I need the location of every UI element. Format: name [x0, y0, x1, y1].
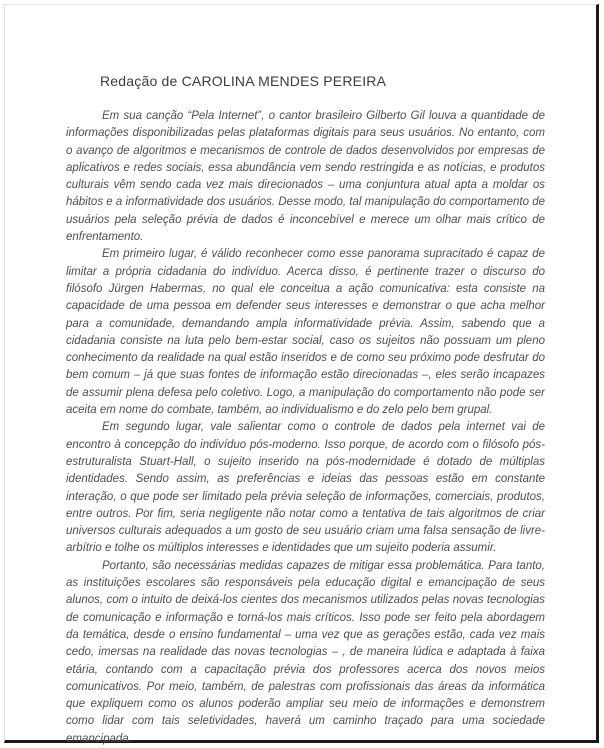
essay-body: [66, 108, 545, 748]
essay-paragraph-1: Em sua canção “Pela Internet”, o cantor brasileiro Gilberto Gil louva a quantidade de informações disponibilizadas pelas plataformas digitais para seus usuários. No entanto, com o avanço de algoritmos e mecanismos de controle de dados desenvolvidos por empresas de aplicativos e redes sociais, essa abundância vem sendo restringida e as notícias, e produtos culturais vêm sendo cada vez mais direcionados – uma conjuntura atual apta a moldar os hábitos e a informatividade dos usuários. Desse modo, tal manipulação do comportamento de usuários pela seleção prévia de dados é inconcebível e merece um olhar mais crítico de enfrentamento.: [66, 110, 545, 244]
essay-paragraph-4: Portanto, são necessárias medidas capazes de mitigar essa problemática. Para tanto, as instituições escolares são responsáveis pela educação digital e emancipação de seus alunos, com o intuito de deixá-los cientes dos mecanismos utilizados pelas novas tecnologias de comunicação e informação e torná-los mais críticos. Isso pode ser feito pela abordagem da temática, desde o ensino fundamental – uma vez que as gerações estão, cada vez mais cedo, imersas na realidade das novas tecnologias – , de maneira lúdica e adaptada à faixa etária, contando com a capacitação prévia dos professores acerca dos novos meios comunicativos. Por meio, também, de palestras com profissionais das áreas da informática que expliquem como os alunos poderão ampliar seu meio de informações e demonstrem como lidar com tais seletividades, haverá um caminho traçado para uma sociedade emancipada.: [66, 559, 545, 745]
essay-paragraph-3: Em segundo lugar, vale salientar como o controle de dados pela internet vai de encontro à concepção do indivíduo pós-moderno. Isso porque, de acordo com o filósofo pós-estruturalista Stuart-Hall, o sujeito inserido na pós-modernidade é dotado de múltiplas identidades. Sendo assim, as preferências e ideias das pessoas estão em constante interação, o que pode ser limitado pela prévia seleção de informações, comerciais, produtos, entre outros. Por fim, seria negligente não notar como a tentativa de tais algoritmos de criar universos culturais adequados a um gosto de seu usuário criam uma falsa sensação de livre-arbítrio e tolhe os múltiplos interesses e identidades que um sujeito poderia assumir.: [66, 421, 545, 555]
essay-paragraph-2: Em primeiro lugar, é válido reconhecer como esse panorama supracitado é capaz de limitar a própria cidadania do indivíduo. Acerca disso, é pertinente trazer o discurso do filósofo Jürgen Habermas, no qual ele conceitua a ação comunicativa: esta consiste na capacidade de uma pessoa em defender seus interesses e demonstrar o que acha melhor para a comunidade, demandando ampla informatividade prévia. Assim, sabendo que a cidadania consiste na luta pelo bem-estar social, caso os sujeitos não possuam um pleno conhecimento da realidade na qual estão inseridos e de como seu próximo pode desfrutar do bem comum – já que suas fontes de informação estão direcionadas –, eles serão incapazes de assumir plena defesa pelo coletivo. Logo, a manipulação do comportamento não pode ser aceita em nome do combate, também, ao individualismo e do zelo pelo bem grupal.: [66, 248, 545, 417]
page-content: [66, 72, 545, 748]
essay-title: Redação de CAROLINA MENDES PEREIRA: [100, 73, 387, 89]
